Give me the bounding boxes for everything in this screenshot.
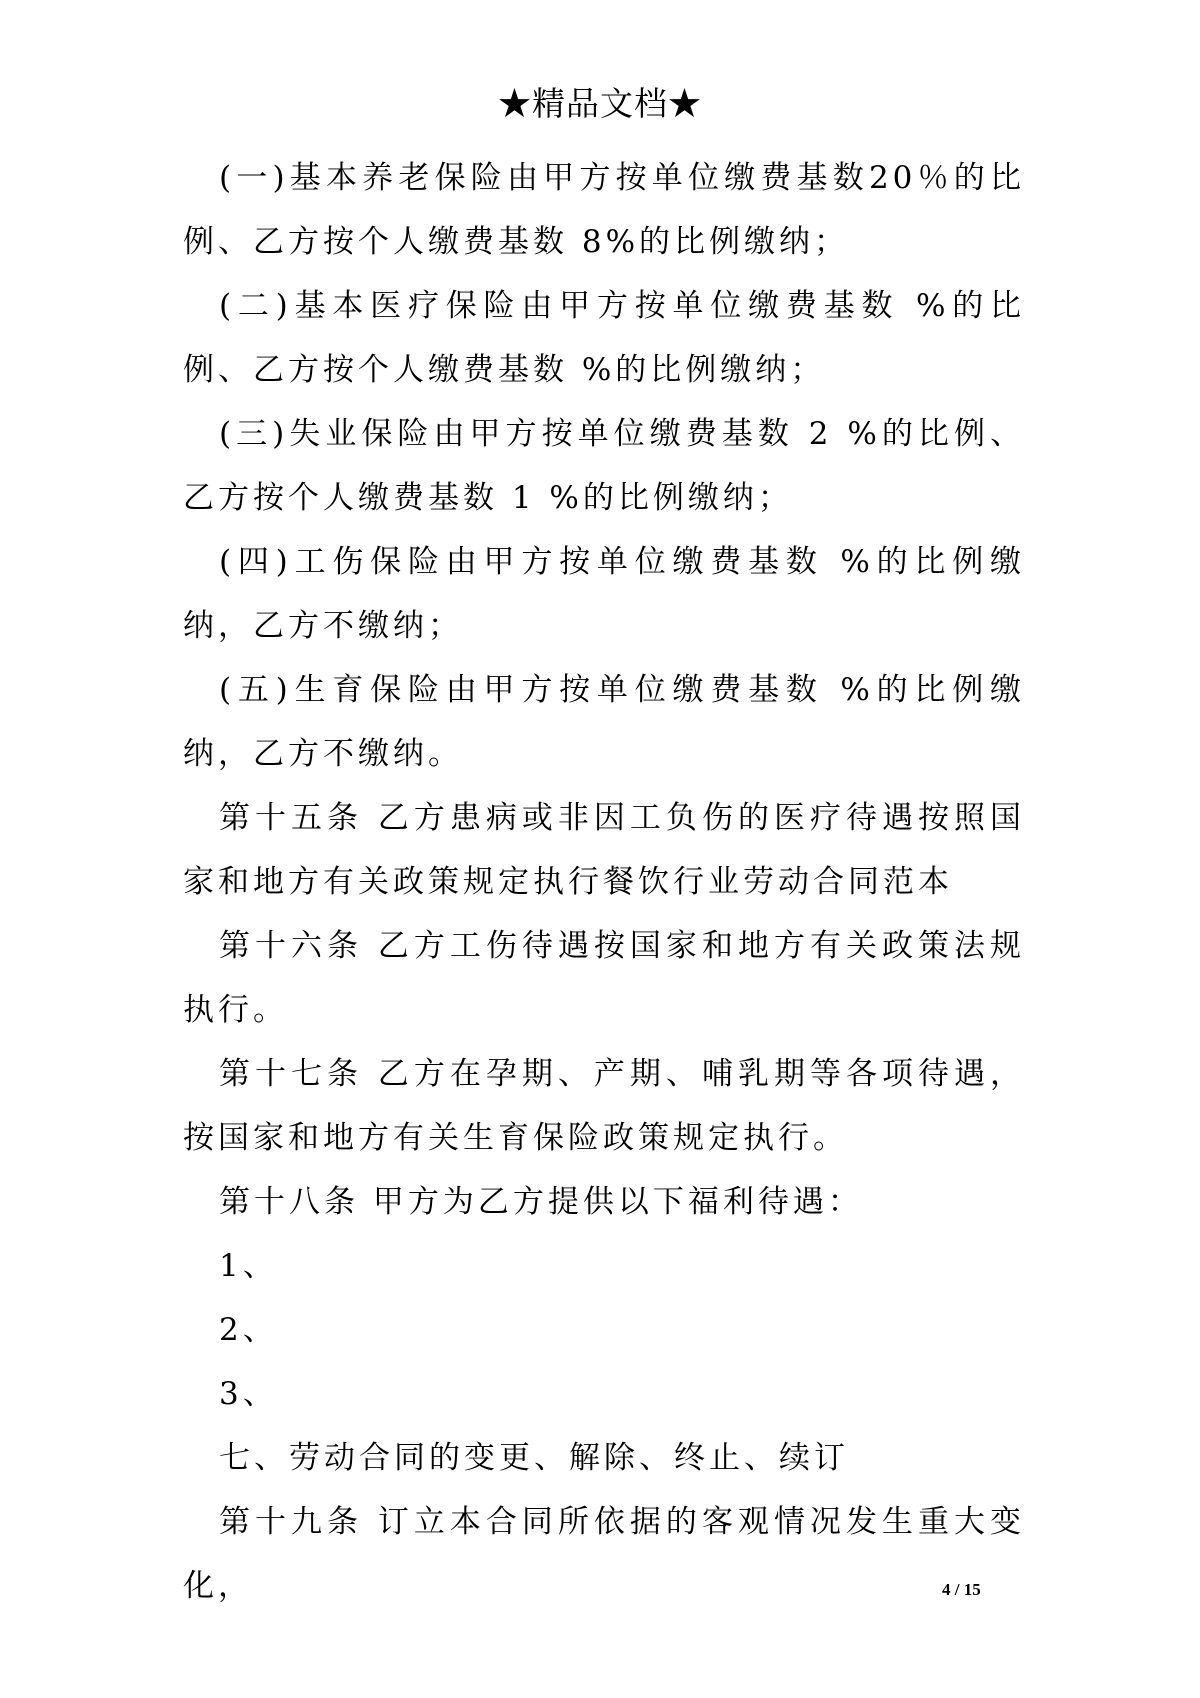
list-item-3: 3、	[219, 1376, 278, 1412]
paragraph-pension-insurance: (一)基本养老保险由甲方按单位缴费基数20％的比例、乙方按个人缴费基数 8%的比例缴纳；	[183, 160, 1025, 260]
page-header-title: ★精品文档★	[498, 84, 702, 123]
list-item-2: 2、	[219, 1312, 278, 1348]
page-number: 4 / 15	[942, 1580, 981, 1599]
paragraph-maternity-insurance: (五)生育保险由甲方按单位缴费基数 %的比例缴纳，乙方不缴纳。	[183, 672, 1025, 772]
article-19: 第十九条 订立本合同所依据的客观情况发生重大变化，	[183, 1504, 1025, 1604]
paragraph-injury-insurance: (四)工伤保险由甲方按单位缴费基数 %的比例缴纳，乙方不缴纳；	[183, 544, 1025, 644]
article-15: 第十五条 乙方患病或非因工负伤的医疗待遇按照国家和地方有关政策规定执行餐饮行业劳动合同范本	[183, 800, 1025, 900]
paragraph-medical-insurance: (二)基本医疗保险由甲方按单位缴费基数 %的比例、乙方按个人缴费基数 %的比例缴纳；	[183, 288, 1025, 388]
document-body	[183, 146, 1025, 1618]
section-heading-contract-changes: 七、劳动合同的变更、解除、终止、续订	[219, 1440, 849, 1476]
article-17: 第十七条 乙方在孕期、产期、哺乳期等各项待遇，按国家和地方有关生育保险政策规定执行。	[183, 1056, 1025, 1156]
paragraph-unemployment-insurance: (三)失业保险由甲方按单位缴费基数 2 %的比例、乙方按个人缴费基数 1 %的比例缴纳；	[183, 416, 1025, 516]
article-16: 第十六条 乙方工伤待遇按国家和地方有关政策法规执行。	[183, 928, 1025, 1028]
list-item-1: 1、	[219, 1248, 278, 1284]
article-18: 第十八条 甲方为乙方提供以下福利待遇：	[219, 1184, 863, 1220]
